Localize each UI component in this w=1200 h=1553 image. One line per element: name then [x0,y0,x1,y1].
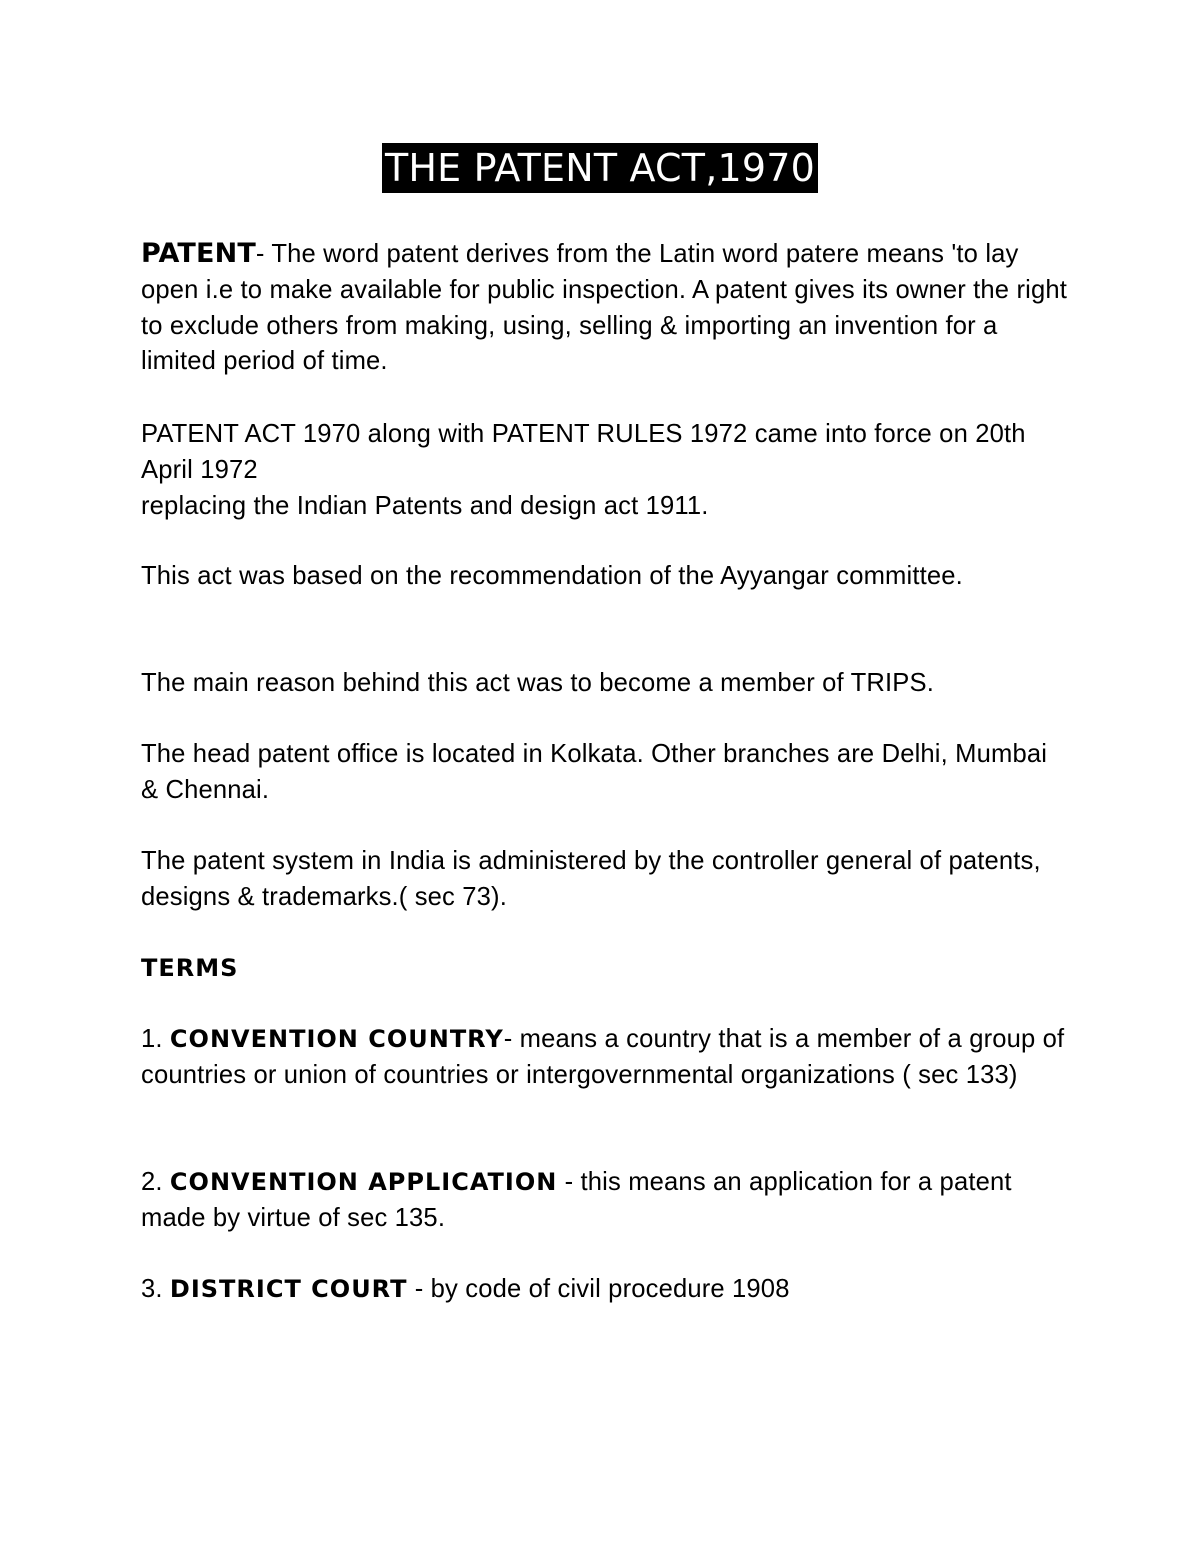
term-description: - means a country that is a member of a group of countries or union of countries or intergovernmental organizations ( sec 133) [141,1025,1065,1089]
document-title: THE PATENT ACT,1970 [382,143,818,193]
act-enforcement-line-2: replacing the Indian Patents and design act 1911. [141,491,709,520]
patent-definition-text: - The word patent derives from the Latin word patere means 'to lay open i.e to make available for public inspection. A patent gives its owner the right to exclude others from making, using, selling & importing an invention for a limited period of time. [141,240,1067,376]
administration-paragraph: The patent system in India is administered by the controller general of patents, designs & trademarks.( sec 73). [141,847,1041,911]
patent-office-paragraph: The head patent office is located in Kolkata. Other branches are Delhi, Mumbai & Chennai. [141,740,1048,804]
term-number: 2. [141,1168,163,1196]
terms-heading: TERMS [141,954,239,982]
patent-term: PATENT [141,238,256,269]
act-enforcement-paragraph [141,417,1071,524]
term-item [141,1165,1071,1237]
trips-paragraph: The main reason behind this act was to become a member of TRIPS. [141,669,934,697]
term-number: 1. [141,1025,163,1053]
term-number: 3. [141,1275,163,1303]
term-name: DISTRICT COURT [169,1275,408,1303]
patent-definition-paragraph [141,236,1071,380]
term-description: - this means an application for a patent made by virtue of sec 135. [141,1168,1012,1232]
term-name: CONVENTION COUNTRY [169,1025,504,1053]
ayyangar-paragraph: This act was based on the recommendation of the Ayyangar committee. [141,562,963,590]
term-description: - by code of civil procedure 1908 [407,1275,790,1303]
term-item [141,1272,1071,1308]
act-enforcement-line-1: PATENT ACT 1970 along with PATENT RULES 1972 came into force on 20th April 1972 [141,420,1026,484]
term-item [141,1022,1071,1094]
term-name: CONVENTION APPLICATION [169,1168,558,1196]
title-container [0,143,1200,193]
